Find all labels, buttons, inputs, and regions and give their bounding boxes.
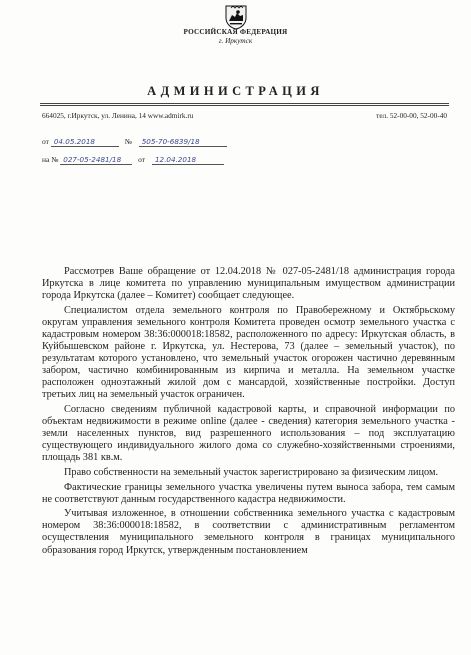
incoming-date: 12.04.2018 — [152, 155, 224, 165]
from2-label: от — [138, 155, 146, 164]
body-paragraph: Учитывая изложенное, в отношении собственника земельного участка с кадастровым номером 38:36:000018:18582, в соответствии с административным регламентом осуществления муниципального земельного контроля в границах муниципального образования город Иркутск, утвержденным постановлением — [42, 508, 455, 556]
incoming-number: 027-05-2481/18 — [60, 155, 132, 165]
header-divider-thin — [40, 105, 449, 106]
incoming-reference — [42, 155, 224, 165]
outgoing-number: 505-70-6839/18 — [139, 137, 227, 147]
federation-title: РОССИЙСКАЯ ФЕДЕРАЦИЯ — [183, 28, 288, 36]
address-text: 664025, г.Иркутск, ул. Ленина, 14 www.admirk.ru — [42, 111, 194, 120]
number-label: № — [124, 137, 132, 146]
on-number-label: на № — [42, 155, 59, 164]
from-label: от — [42, 137, 49, 146]
city-name: г. Иркутск — [218, 37, 253, 45]
body-paragraph: Специалистом отдела земельного контроля по Правобережному и Октябрьскому округам управления земельного контроля Комитета проведен осмотр земельного участка с кадастровым номером 38:36:000018:18582, расположенного по адресу: Иркутская область, в Куйбышевском районе г. Иркутска, ул. Нестерова, 73 (далее – земельный участок), по результатам которого установлено, что земельный участок огорожен частично деревянным забором, частично комбинированным из кирпича и металла. На земельном участке расположен одноэтажный жилой дом с мансардой, хозяйственные постройки. Доступ третьих лиц на земельный участок ограничен. — [42, 304, 455, 401]
page-title: АДМИНИСТРАЦИЯ — [147, 84, 324, 98]
header-divider — [40, 103, 449, 104]
outgoing-reference — [42, 137, 227, 147]
body-paragraph: Согласно сведениям публичной кадастровой карты, и справочной информации по объектам недвижимости в режиме online (далее - сведения) категория земельного участка - земли населенных пунктов, вид разрешенного использования – под эксплуатацию существующего индивидуального жилого дома со служебно-хозяйственными строениями, площадь 381 кв.м. — [42, 404, 455, 464]
outgoing-date: 04.05.2018 — [51, 137, 119, 147]
body-paragraph: Рассмотрев Ваше обращение от 12.04.2018 № 027-05-2481/18 администрация города Иркутска в лице комитета по управлению муниципальным имуществом администрации города Иркутска (далее – Комитет) сообщает следующее. — [42, 266, 455, 302]
coat-of-arms-icon — [224, 4, 248, 30]
body-paragraph: Фактические границы земельного участка увеличены путем выноса забора, тем самым не соответствуют данным государственного кадастра недвижимости. — [42, 481, 455, 505]
body-paragraph: Право собственности на земельный участок зарегистрировано за физическим лицом. — [64, 467, 439, 478]
phone-text: тел. 52-00-00, 52-00-40 — [376, 111, 447, 120]
letter-body — [42, 266, 455, 559]
